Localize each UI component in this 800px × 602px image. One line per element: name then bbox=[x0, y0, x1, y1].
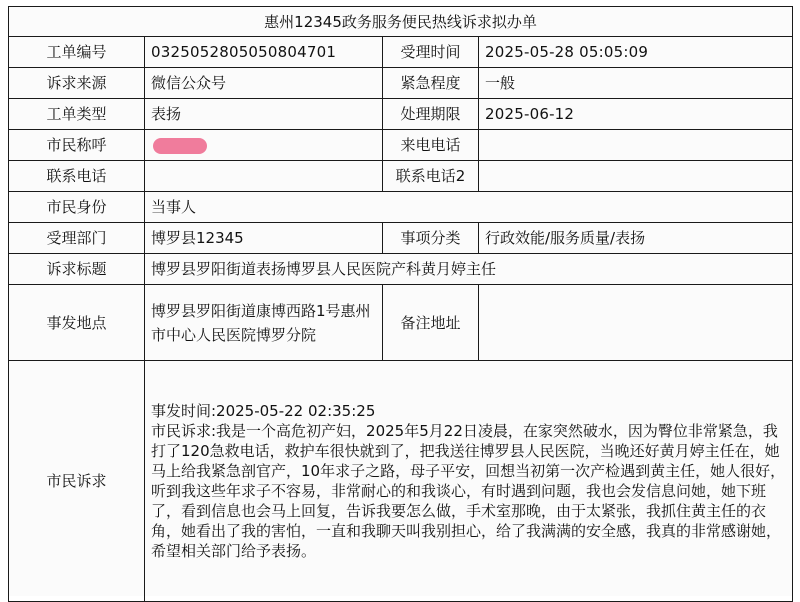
deadline-value: 2025-06-12 bbox=[479, 99, 793, 130]
contact-phone2-value bbox=[479, 161, 793, 192]
subject-label: 诉求标题 bbox=[9, 254, 145, 285]
order-type-value: 表扬 bbox=[145, 99, 383, 130]
complaint-cell bbox=[145, 361, 793, 602]
incoming-phone-value bbox=[479, 130, 793, 161]
work-order-table bbox=[8, 6, 793, 602]
order-type-label: 工单类型 bbox=[9, 99, 145, 130]
place-value: 博罗县罗阳街道康博西路1号惠州市中心人民医院博罗分院 bbox=[145, 285, 383, 361]
event-time: 事发时间:2025-05-22 02:35:25 bbox=[151, 402, 376, 420]
dept-value: 博罗县12345 bbox=[145, 223, 383, 254]
citizen-name-label: 市民称呼 bbox=[9, 130, 145, 161]
place-label: 事发地点 bbox=[9, 285, 145, 361]
citizen-name-value bbox=[145, 130, 383, 161]
remark-addr-value bbox=[479, 285, 793, 361]
contact-phone-value bbox=[145, 161, 383, 192]
contact-phone-label: 联系电话 bbox=[9, 161, 145, 192]
complaint-label: 市民诉求 bbox=[9, 361, 145, 602]
source-value: 微信公众号 bbox=[145, 68, 383, 99]
dept-label: 受理部门 bbox=[9, 223, 145, 254]
accept-time-value: 2025-05-28 05:05:09 bbox=[479, 37, 793, 68]
deadline-label: 处理期限 bbox=[383, 99, 479, 130]
order-no-value: 0325052805050804701 bbox=[145, 37, 383, 68]
remark-addr-label: 备注地址 bbox=[383, 285, 479, 361]
contact-phone2-label: 联系电话2 bbox=[383, 161, 479, 192]
category-value: 行政效能/服务质量/表扬 bbox=[479, 223, 793, 254]
urgency-label: 紧急程度 bbox=[383, 68, 479, 99]
category-label: 事项分类 bbox=[383, 223, 479, 254]
complaint-text: 市民诉求:我是一个高危初产妇，2025年5月22日凌晨，在家突然破水，因为臀位非常紧急，我打了120急救电话，救护车很快就到了，把我送往博罗县人民医院，当晚还好黄月婷主任在，她马上给我紧急剖官产，10年求子之路，母子平安，回想当初第一次产检遇到黄主任，她人很好，听到我这些年求子不容易，非常耐心的和我谈心，有时遇到问题，我也会发信息问她，她下班了，看到信息也会马上回复，告诉我要怎么做，手术室那晚，由于太紧张，我抓住黄主任的衣角，她看出了我的害怕，一直和我聊天叫我别担心，给了我满满的安全感，我真的非常感谢她，希望相关部门给予表扬。 bbox=[151, 422, 786, 560]
redaction-mark bbox=[153, 138, 207, 154]
order-no-label: 工单编号 bbox=[9, 37, 145, 68]
form-title: 惠州12345政务服务便民热线诉求拟办单 bbox=[9, 7, 793, 37]
identity-value: 当事人 bbox=[145, 192, 793, 223]
incoming-phone-label: 来电电话 bbox=[383, 130, 479, 161]
work-order-sheet bbox=[8, 6, 792, 596]
urgency-value: 一般 bbox=[479, 68, 793, 99]
identity-label: 市民身份 bbox=[9, 192, 145, 223]
accept-time-label: 受理时间 bbox=[383, 37, 479, 68]
source-label: 诉求来源 bbox=[9, 68, 145, 99]
subject-value: 博罗县罗阳街道表扬博罗县人民医院产科黄月婷主任 bbox=[145, 254, 793, 285]
